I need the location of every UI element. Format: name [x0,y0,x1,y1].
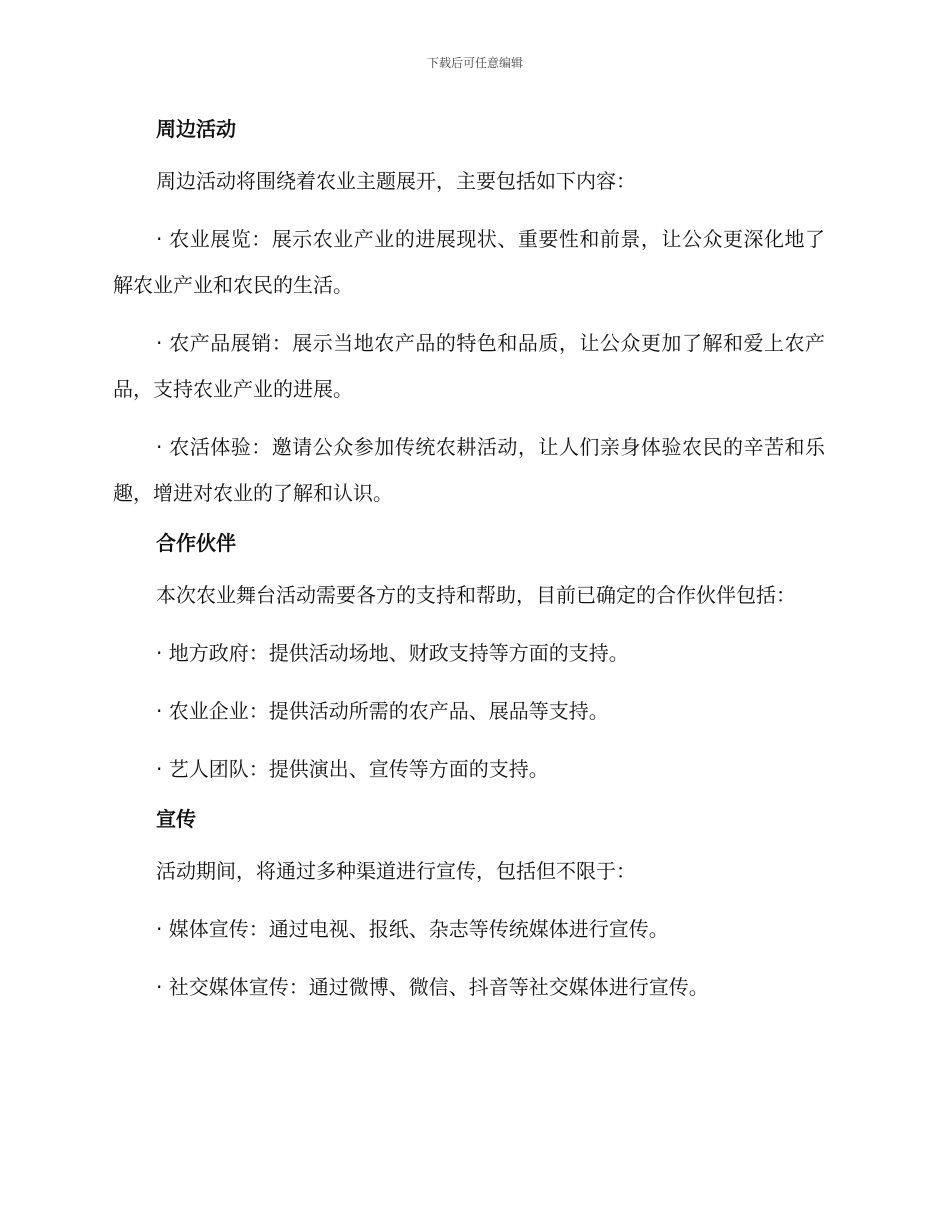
section-publicity [113,802,825,1010]
section-heading: 周边活动 [156,117,236,141]
section-intro: 本次农业舞台活动需要各方的支持和帮助，目前已确定的合作伙伴包括： [156,583,796,607]
section-surrounding-activities [113,112,825,516]
section-heading: 合作伙伴 [156,531,236,555]
list-item: · 农业企业：提供活动所需的农产品、展品等支持。 [156,699,609,723]
list-item: · 媒体宣传：通过电视、报纸、杂志等传统媒体进行宣传。 [156,917,669,941]
list-item: · 农业展览：展示农业产业的进展现状、重要性和前景，让公众更深化地了解农业产业和农民的生活。 [113,227,825,297]
list-item: · 社交媒体宣传：通过微博、微信、抖音等社交媒体进行宣传。 [156,975,709,999]
list-item: · 农产品展销：展示当地农产品的特色和品质，让公众更加了解和爱上农产品，支持农业产业的进展。 [113,331,825,401]
header-note: 下载后可任意编辑 [426,56,523,70]
section-heading: 宣传 [156,807,196,831]
list-item: · 艺人团队：提供演出、宣传等方面的支持。 [156,757,549,781]
document-body [113,112,825,1010]
list-item: · 农活体验：邀请公众参加传统农耕活动，让人们亲身体验农民的辛苦和乐趣，增进对农业的了解和认识。 [113,435,825,505]
list-item: · 地方政府：提供活动场地、财政支持等方面的支持。 [156,641,629,665]
section-partners [113,526,825,792]
section-intro: 周边活动将围绕着农业主题展开，主要包括如下内容： [156,169,636,193]
section-intro: 活动期间，将通过多种渠道进行宣传，包括但不限于： [156,859,636,883]
